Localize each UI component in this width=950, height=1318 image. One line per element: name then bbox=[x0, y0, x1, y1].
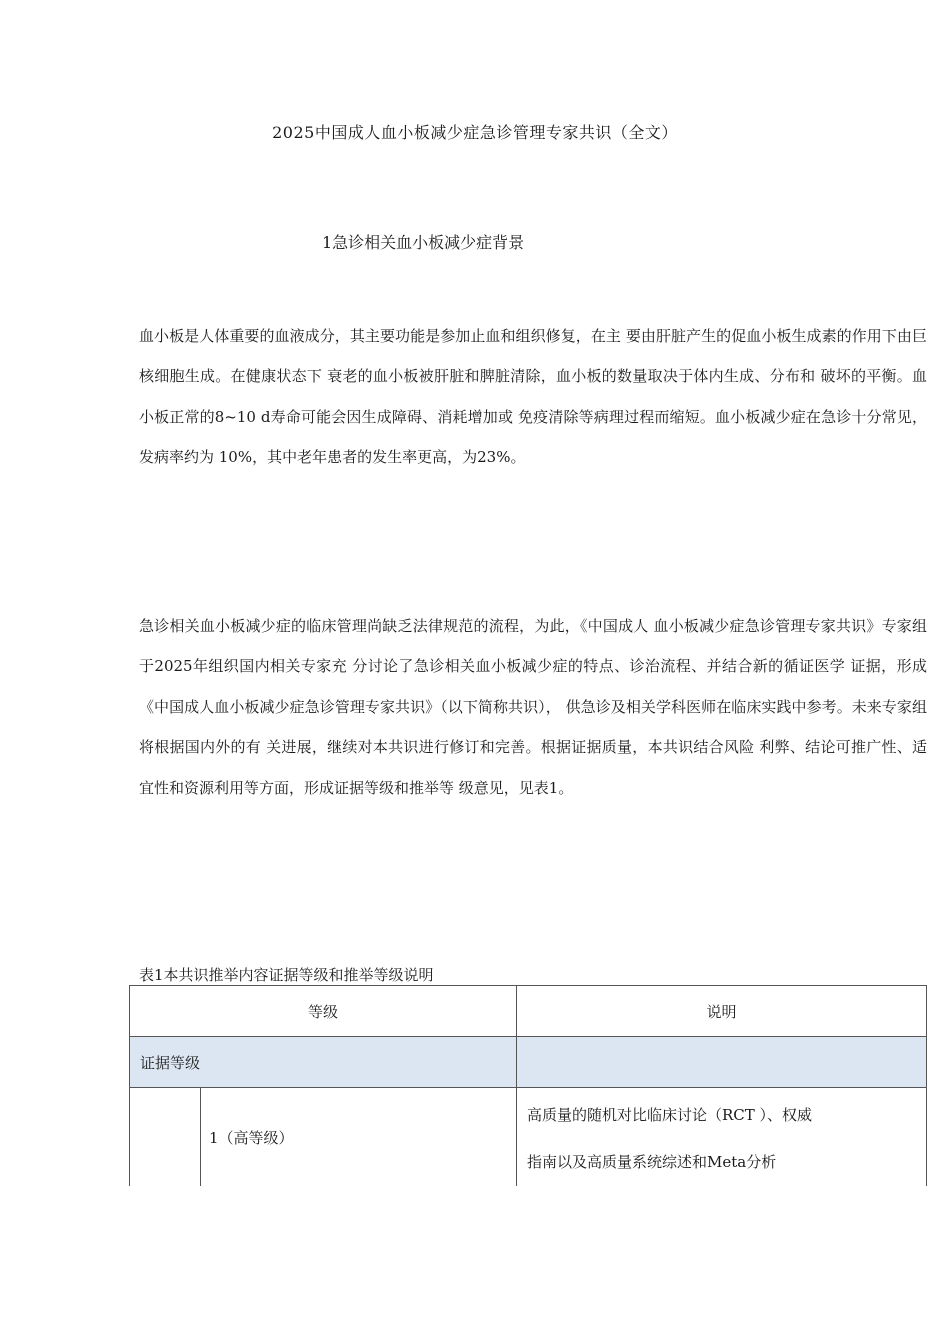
header-grade: 等级 bbox=[130, 986, 517, 1037]
table-band-row bbox=[130, 1037, 927, 1088]
indent-cell bbox=[130, 1088, 201, 1187]
paragraph-consensus-intro: 急诊相关血小板减少症的临床管理尚缺乏法律规范的流程，为此，《中国成人 血小板减少症急诊管理专家共识》专家组于2025年组织国内相关专家充 分讨论了急诊相关血小板减少症的特点、诊治流程、并结合新的循证医学 证据，形成《中国成人血小板减少症急诊管理专家共识》（以下简称共识）， 供急诊及相关学科医师在临床实践中参考。未来专家组将根据国内外的有 关进展，继续对本共识进行修订和完善。根据证据质量，本共识结合风险 利弊、结论可推广性、适宜性和资源利用等方面，形成证据等级和推举等 级意见，见表1。 bbox=[139, 617, 927, 797]
description-line: 指南以及高质量系统综述和Meta分析 bbox=[527, 1153, 777, 1171]
description-line: 高质量的随机对比临床讨论（RCT ）、权威 bbox=[527, 1106, 813, 1124]
grade-label: 1（高等级） bbox=[201, 1088, 517, 1187]
document-title: 2025中国成人血小板减少症急诊管理专家共识（全文） bbox=[272, 123, 678, 142]
grade-description bbox=[517, 1088, 927, 1187]
table-row bbox=[130, 1088, 927, 1187]
band-empty-cell bbox=[517, 1037, 927, 1088]
table-header-row bbox=[130, 986, 927, 1037]
band-label: 证据等级 bbox=[130, 1037, 517, 1088]
section-heading: 1急诊相关血小板减少症背景 bbox=[322, 233, 525, 252]
grade-table bbox=[129, 985, 927, 1186]
paragraph-background: 血小板是人体重要的血液成分，其主要功能是参加止血和组织修复，在主 要由肝脏产生的促血小板生成素的作用下由巨核细胞生成。在健康状态下 衰老的血小板被肝脏和脾脏清除，血小板的数量取决于体内生成、分布和 破坏的平衡。血小板正常的8~10 d寿命可能会因生成障碍、消耗增加或 免疫清除等病理过程而缩短。血小板减少症在急诊十分常见，发病率约为 10%，其中老年患者的发生率更高，为23%。 bbox=[139, 327, 927, 467]
table-caption: 表1本共识推举内容证据等级和推举等级说明 bbox=[139, 966, 434, 984]
header-description: 说明 bbox=[517, 986, 927, 1037]
